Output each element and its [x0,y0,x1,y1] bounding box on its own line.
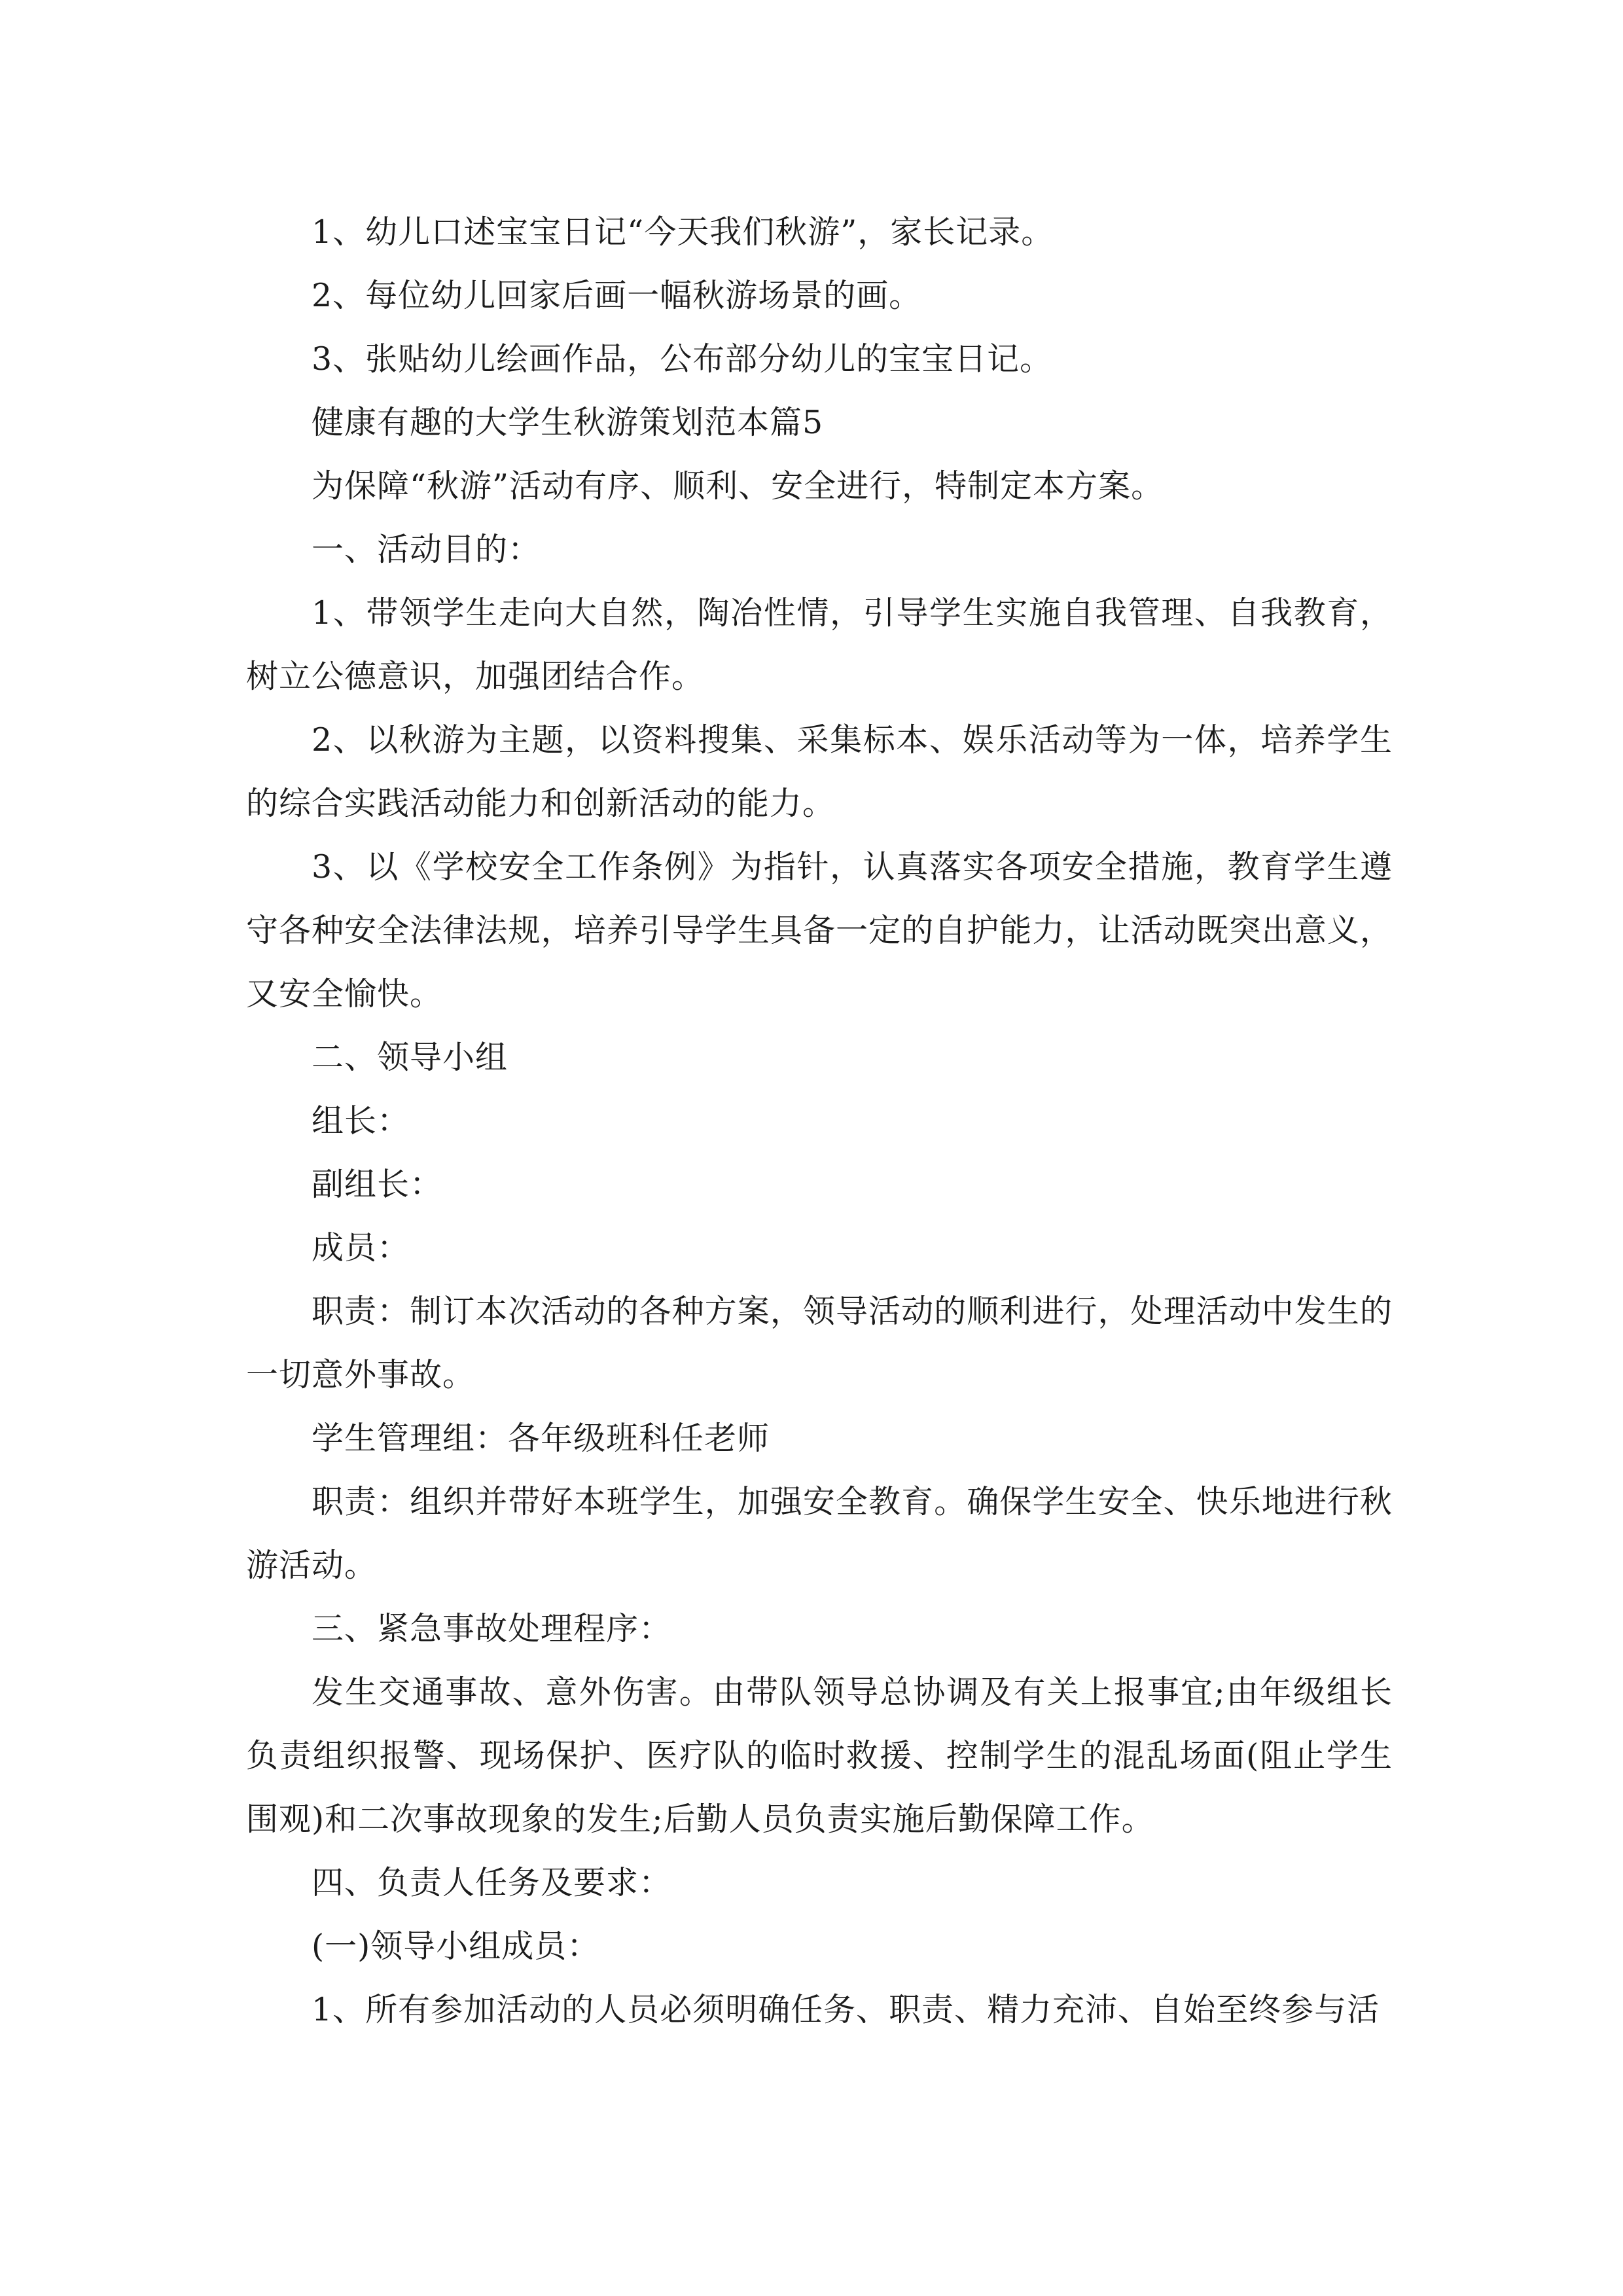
paragraph: 1、所有参加活动的人员必须明确任务、职责、精力充沛、自始至终参与活 [312,1991,1380,2028]
paragraph: 1、幼儿口述宝宝日记“今天我们秋游”，家长记录。 [312,213,1054,251]
paragraph: 成员： [312,1229,410,1266]
document-body [246,200,1393,2041]
paragraph: 为保障“秋游”活动有序、顺利、安全进行，特制定本方案。 [312,467,1164,505]
section-title: 健康有趣的大学生秋游策划范本篇5 [312,404,824,441]
heading: 三、紧急事故处理程序： [312,1610,672,1647]
paragraph: 发生交通事故、意外伤害。由带队领导总协调及有关上报事宜;由年级组长负责组织报警、现场保护、医疗队的临时救援、控制学生的混乱场面(阻止学生围观)和二次事故现象的发生;后勤人员负责实施后勤保障工作。 [246,1674,1393,1838]
paragraph: 学生管理组：各年级班科任老师 [312,1420,770,1457]
paragraph: (一)领导小组成员： [312,1928,600,1965]
heading: 二、领导小组 [312,1039,508,1076]
heading: 四、负责人任务及要求： [312,1864,672,1901]
paragraph: 组长： [312,1102,410,1139]
paragraph: 职责：制订本次活动的各种方案，领导活动的顺利进行，处理活动中发生的一切意外事故。 [246,1293,1393,1393]
paragraph: 1、带领学生走向大自然，陶冶性情，引导学生实施自我管理、自我教育，树立公德意识，加强团结合作。 [246,594,1393,695]
paragraph: 2、每位幼儿回家后画一幅秋游场景的画。 [312,277,922,314]
heading: 一、活动目的： [312,531,541,568]
paragraph: 职责：组织并带好本班学生，加强安全教育。确保学生安全、快乐地进行秋游活动。 [246,1483,1393,1584]
paragraph: 2、以秋游为主题，以资料搜集、采集标本、娱乐活动等为一体，培养学生的综合实践活动能力和创新活动的能力。 [246,721,1393,822]
paragraph: 3、张贴幼儿绘画作品，公布部分幼儿的宝宝日记。 [312,340,1053,378]
paragraph: 副组长： [312,1166,443,1203]
paragraph: 3、以《学校安全工作条例》为指针，认真落实各项安全措施，教育学生遵守各种安全法律法规，培养引导学生具备一定的自护能力，让活动既突出意义，又安全愉快。 [246,848,1393,1013]
